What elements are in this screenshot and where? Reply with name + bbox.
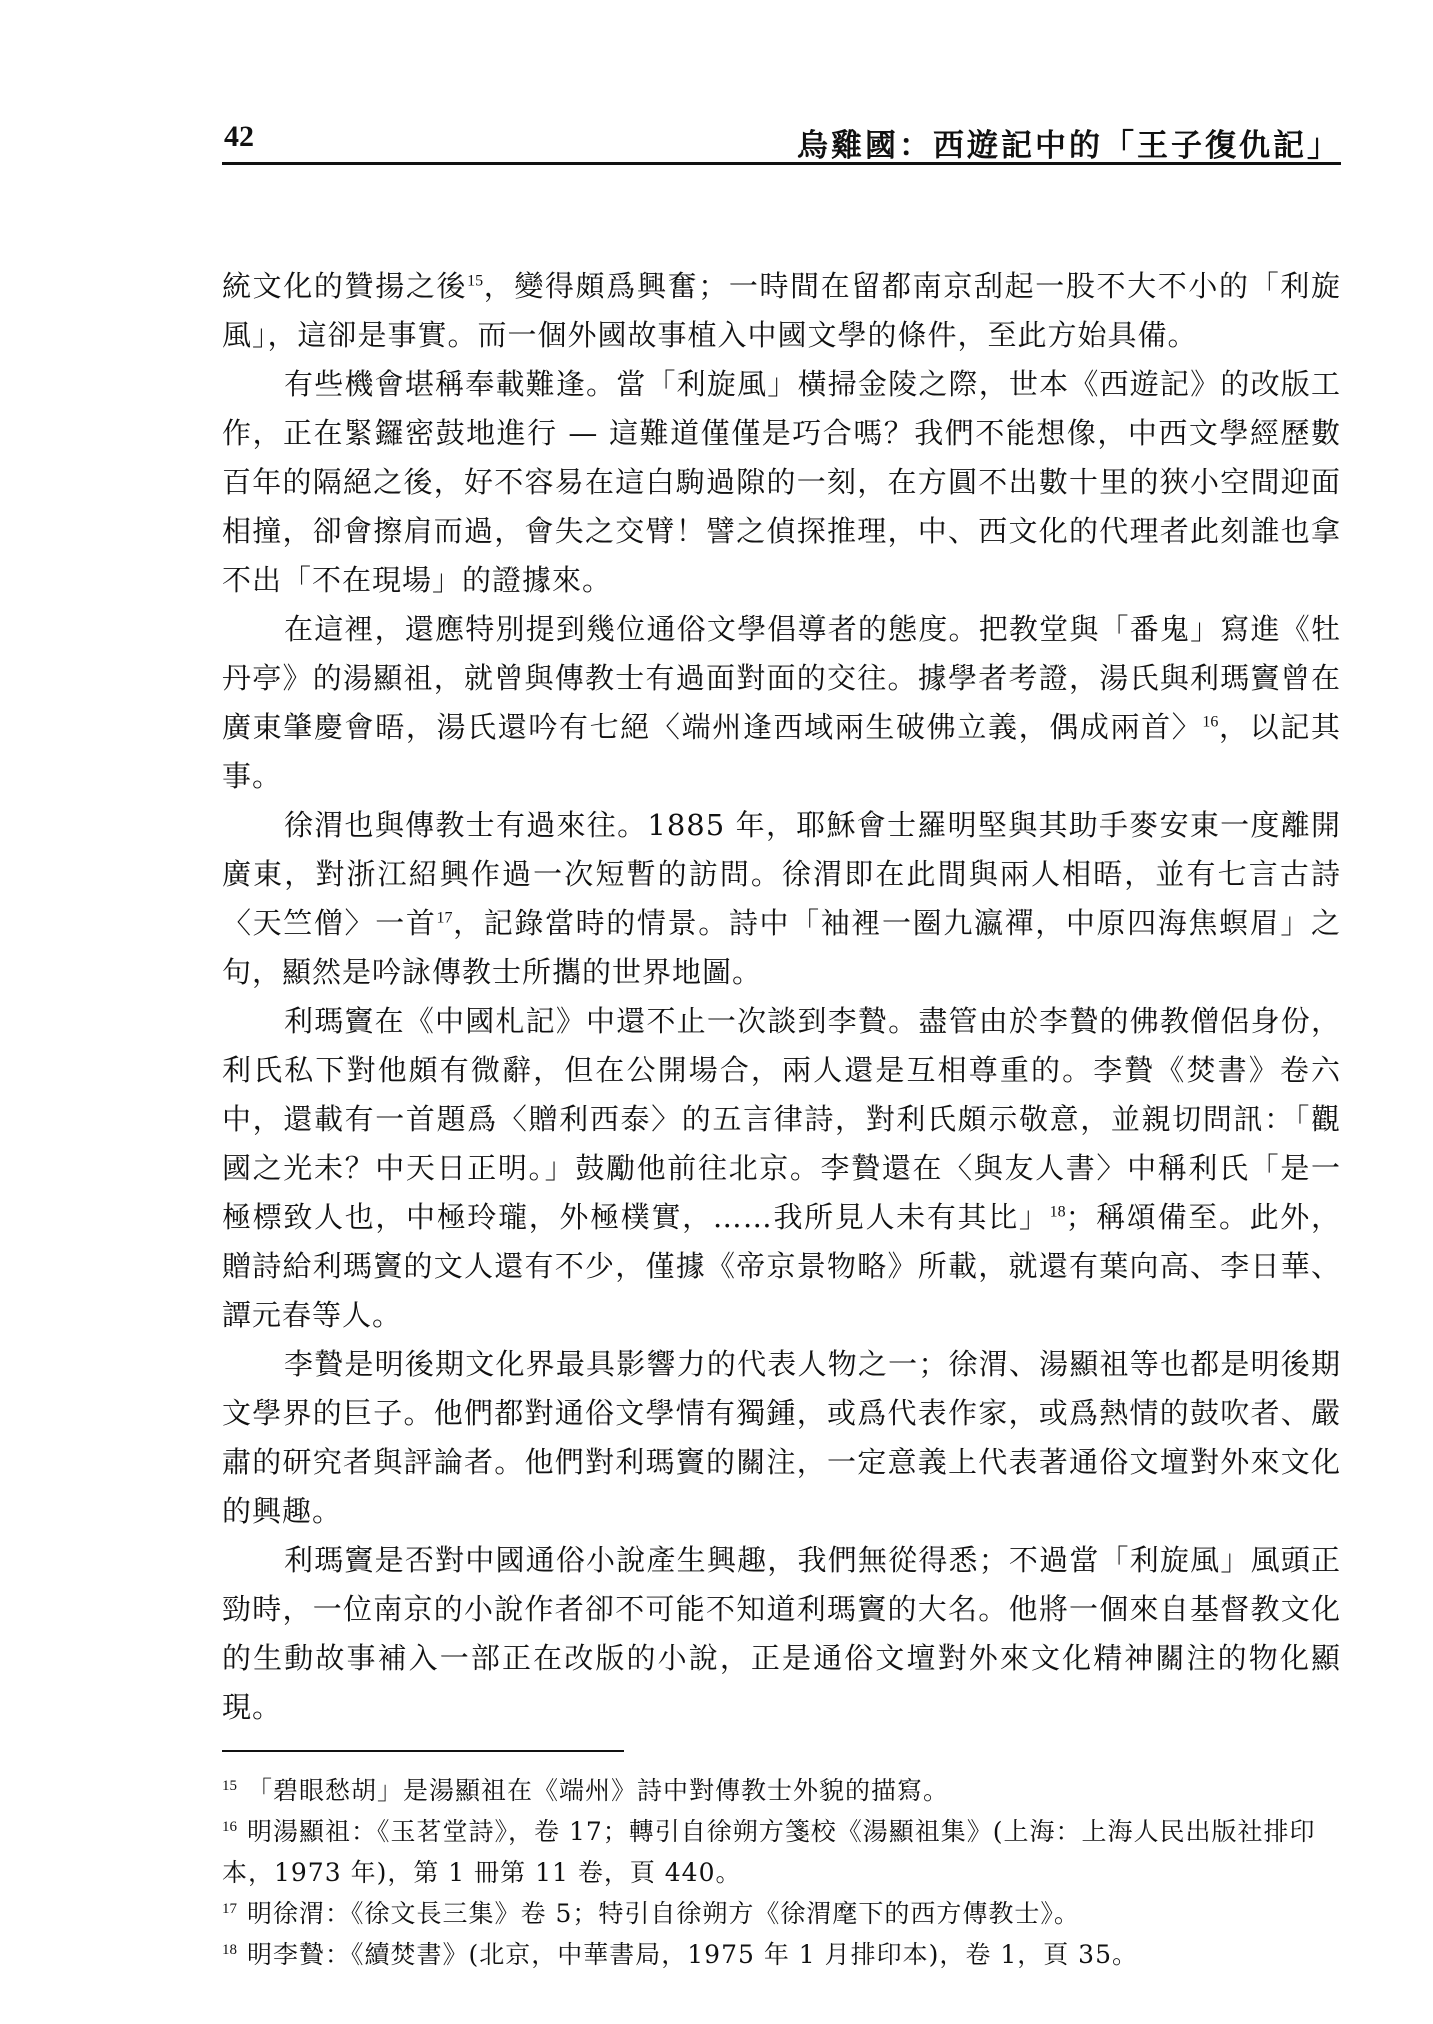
footnote-reference: 16 [1202, 713, 1219, 731]
paragraph [222, 262, 1341, 360]
footnote-text: 明湯顯祖：《玉茗堂詩》，卷 17；轉引自徐朔方箋校《湯顯祖集》(上海：上海人民出版社排印本，1973 年)，第 1 冊第 11 卷，頁 440。 [222, 1817, 1316, 1887]
paragraph-text: 有些機會堪稱奉載難逢。當「利旋風」橫掃金陵之際，世本《西遊記》的改版工作，正在緊鑼密鼓地進行 — 這難道僅僅是巧合嗎？我們不能想像，中西文學經歷數百年的隔絕之後，好不容易在這白駒過隙的一刻，在方圓不出數十里的狹小空間迎面相撞，卻會擦肩而過，會失之交臂！譬之偵探推理，中、西文化的代理者此刻誰也拿不出「不在現場」的證據來。 [222, 367, 1341, 597]
paragraph-text: 利瑪竇在《中國札記》中還不止一次談到李贄。盡管由於李贄的佛教僧侶身份，利氏私下對他頗有微辭，但在公開場合，兩人還是互相尊重的。李贄《焚書》卷六中，還載有一首題爲〈贈利西泰〉的五言律詩，對利氏頗示敬意，並親切問訊：「觀國之光未？中天日正明。」鼓勵他前往北京。李贄還在〈與友人書〉中稱利氏「是一極標致人也，中極玲瓏，外極樸實，……我所見人未有其比」 [222, 1004, 1341, 1234]
paragraph-text: 徐渭也與傳教士有過來往。1885 年，耶穌會士羅明堅與其助手麥安東一度離開廣東，對浙江紹興作過一次短暫的訪問。徐渭即在此間與兩人相晤，並有七言古詩〈天竺僧〉一首 [222, 808, 1341, 940]
footnote-rule [222, 1750, 624, 1752]
body-text [222, 262, 1341, 1732]
page-number: 42 [224, 120, 254, 153]
paragraph [222, 1536, 1341, 1732]
paragraph [222, 360, 1341, 605]
paragraph-text: 在這裡，還應特別提到幾位通俗文學倡導者的態度。把教堂與「番鬼」寫進《牡丹亭》的湯顯祖，就曾與傳教士有過面對面的交往。據學者考證，湯氏與利瑪竇曾在廣東肇慶會晤，湯氏還吟有七絕〈端州逢西域兩生破佛立義，偶成兩首〉 [222, 612, 1341, 744]
paragraph-text: 李贄是明後期文化界最具影響力的代表人物之一；徐渭、湯顯祖等也都是明後期文學界的巨子。他們都對通俗文學情有獨鍾，或爲代表作家，或爲熱情的鼓吹者、嚴肅的研究者與評論者。他們對利瑪竇的關注，一定意義上代表著通俗文壇對外來文化的興趣。 [222, 1347, 1341, 1528]
footnote-number: 18 [222, 1941, 237, 1958]
footnote [222, 1893, 1341, 1934]
paragraph-text: 利瑪竇是否對中國通俗小說產生興趣，我們無從得悉；不過當「利旋風」風頭正勁時，一位南京的小說作者卻不可能不知道利瑪竇的大名。他將一個來自基督教文化的生動故事補入一部正在改版的小說，正是通俗文壇對外來文化精神關注的物化顯現。 [222, 1543, 1341, 1724]
paragraph [222, 997, 1341, 1340]
footnote-text: 明李贄：《續焚書》(北京，中華書局，1975 年 1 月排印本)，卷 1，頁 35。 [247, 1940, 1138, 1969]
paragraph [222, 605, 1341, 801]
paragraph-text: ，變得頗爲興奮；一時間在留都南京刮起一股不大不小的「利旋風」，這卻是事實。而一個外國故事植入中國文學的條件，至此方始具備。 [222, 269, 1341, 352]
paragraph-text: 統文化的贊揚之後 [222, 269, 468, 303]
footnotes [222, 1770, 1341, 1975]
paragraph-text: ；稱頌備至。此外，贈詩給利瑪竇的文人還有不少，僅據《帝京景物略》所載，就還有葉向高、李日華、譚元春等人。 [222, 1200, 1341, 1332]
paragraph [222, 1340, 1341, 1536]
footnote-number: 17 [222, 1900, 237, 1917]
running-head: 烏雞國：西遊記中的「王子復仇記」 [797, 128, 1341, 164]
paragraph-text: ，以記其事。 [222, 710, 1341, 793]
footnote [222, 1770, 1341, 1811]
footnote-reference: 17 [436, 909, 453, 927]
footnote [222, 1934, 1341, 1975]
footnote-text: 「碧眼愁胡」是湯顯祖在《端州》詩中對傳教士外貌的描寫。 [247, 1776, 950, 1805]
footnote-number: 16 [222, 1818, 237, 1835]
footnote-reference: 15 [467, 272, 484, 290]
footnote-text: 明徐渭：《徐文長三集》卷 5；特引自徐朔方《徐渭麾下的西方傳教士》。 [247, 1899, 1080, 1928]
footnote [222, 1811, 1341, 1893]
paragraph [222, 801, 1341, 997]
paragraph-text: ，記錄當時的情景。詩中「袖裡一圈九瀛禪，中原四海焦螟眉」之句，顯然是吟詠傳教士所攜的世界地圖。 [222, 906, 1341, 989]
header-rule [222, 162, 1341, 165]
footnote-number: 15 [222, 1777, 237, 1794]
footnote-reference: 18 [1049, 1203, 1066, 1221]
